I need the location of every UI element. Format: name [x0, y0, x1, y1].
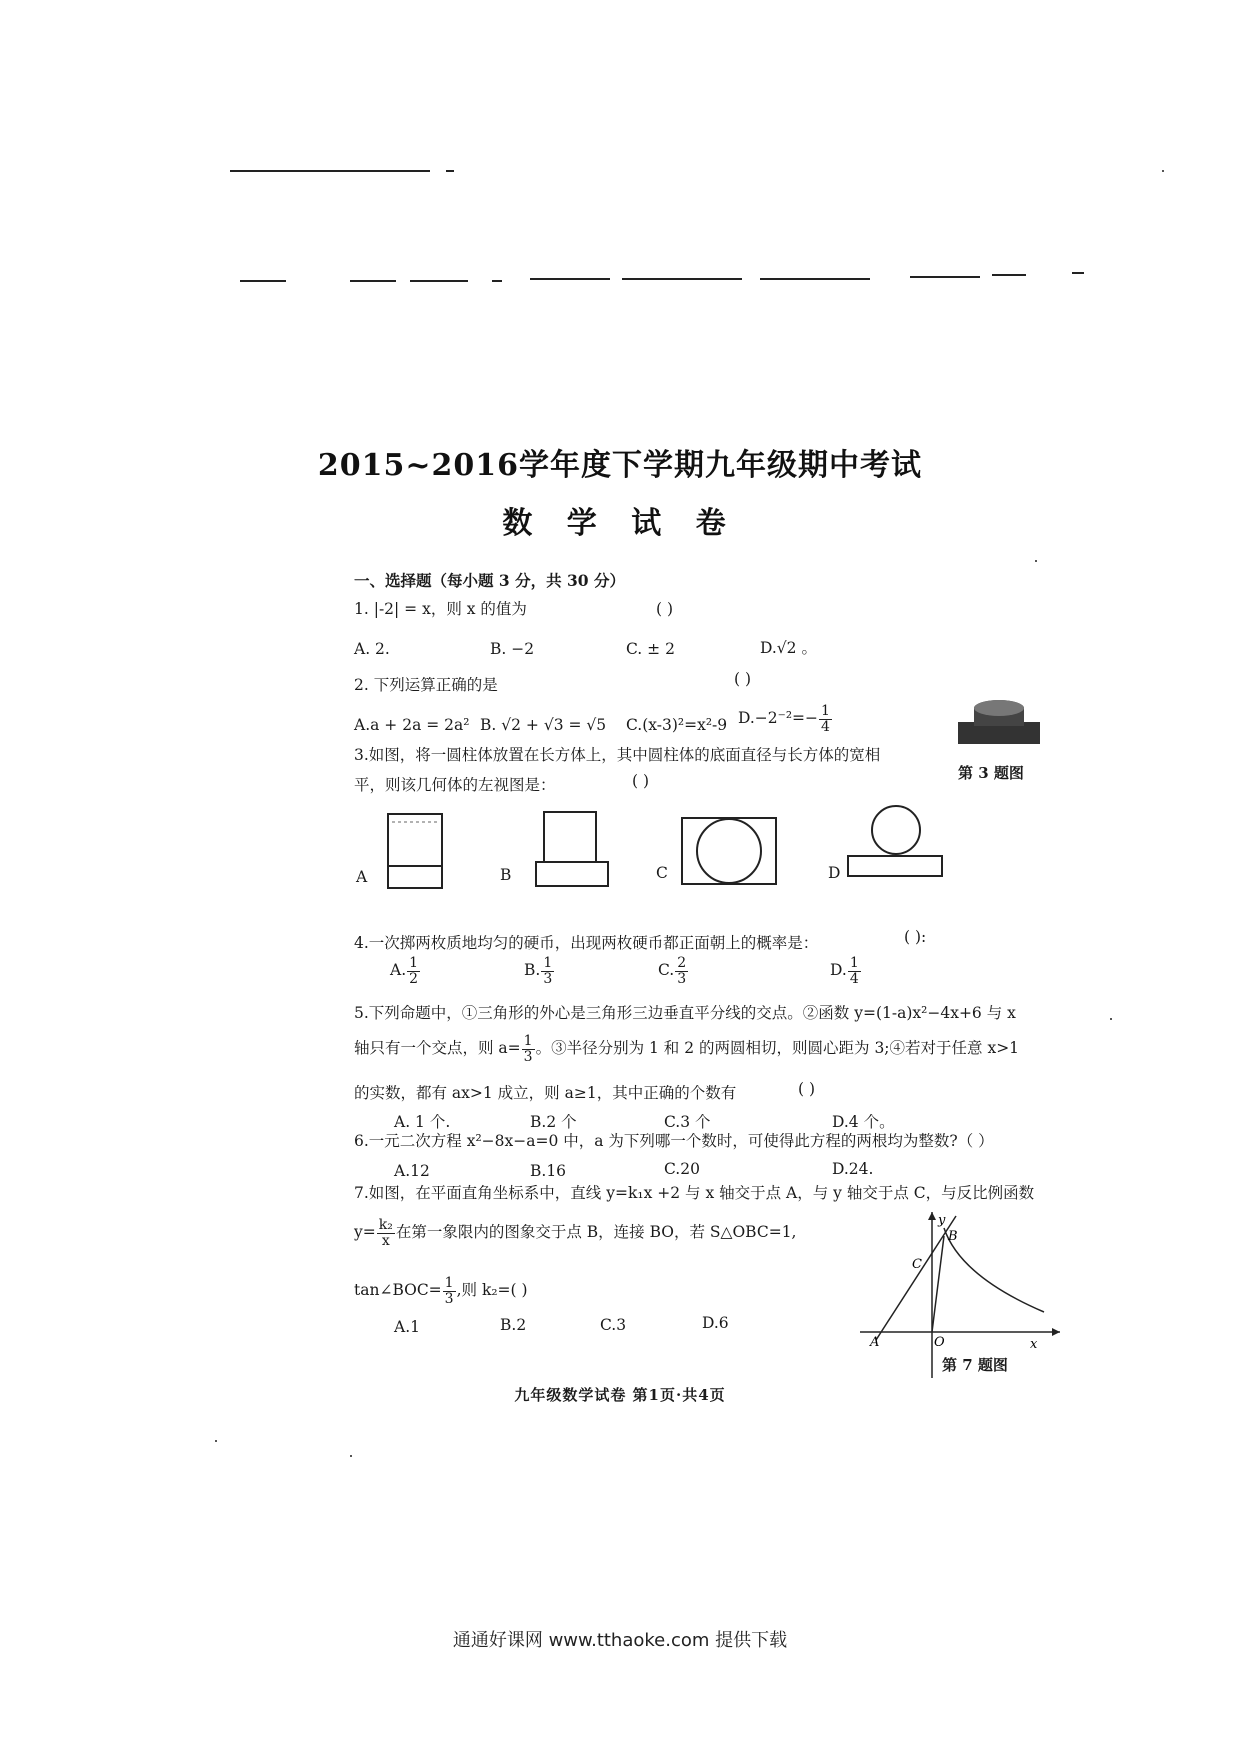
q1-option-d: D.√2 。	[760, 639, 817, 657]
q7-line3: tan∠BOC= $\frac{1}{3}$ ,则 k₂=( )	[354, 1275, 528, 1307]
q3-answer-paren: ( )	[632, 772, 650, 790]
q3-option-b-drawing	[532, 810, 612, 890]
q4-option-c: C. $\frac{2}{3}$	[658, 955, 687, 987]
q7-fig-label-b: B	[948, 1229, 958, 1244]
top-rule-4	[410, 280, 468, 282]
q5-line3: 的实数，都有 ax>1 成立，则 a≥1，其中正确的个数有	[354, 1084, 737, 1102]
download-watermark: 通通好课网 www.tthaoke.com 提供下载	[452, 1630, 788, 1651]
q7-option-c: C.3	[600, 1316, 627, 1334]
q4-option-b: B. $\frac{1}{3}$	[524, 955, 553, 987]
q7-option-b: B.2	[500, 1316, 527, 1334]
q5-option-c: C.3 个	[664, 1113, 711, 1131]
q3-figure-caption: 第 3 题图	[958, 764, 1024, 782]
q7-fig-label-c: C	[912, 1257, 922, 1272]
q2-option-b: B. √2 + √3 = √5	[480, 716, 607, 734]
q2-option-c: C.(x-3)²=x²-9	[626, 716, 728, 734]
q4-option-d: D. $\frac{1}{4}$	[830, 955, 859, 987]
q5-option-b: B.2 个	[530, 1113, 577, 1131]
scan-speck	[350, 1455, 352, 1457]
q1-option-a: A. 2.	[354, 640, 390, 658]
q5-option-a: A. 1 个.	[394, 1113, 451, 1131]
q6-option-c: C.20	[664, 1160, 700, 1178]
q1-option-b: B. −2	[490, 640, 535, 658]
q2-option-a: A.a + 2a = 2a²	[354, 716, 470, 734]
q3-option-d-drawing	[846, 804, 946, 882]
top-rule-7	[622, 278, 742, 280]
q5-option-d: D.4 个。	[832, 1113, 895, 1131]
page-footer: 九年级数学试卷 第1页·共4页	[514, 1386, 726, 1404]
q1-stem: 1. |-2| = x，则 x 的值为	[354, 600, 527, 618]
top-rule-1	[230, 170, 430, 172]
q2-option-d-fraction: $\frac{1}{4}$	[821, 703, 830, 735]
top-rule-6	[530, 278, 610, 280]
q7-fig-label-o: O	[934, 1335, 945, 1350]
q7-fig-label-a: A	[870, 1335, 880, 1350]
q7-fig-label-y: y	[938, 1213, 946, 1228]
q7-figure-caption: 第 7 题图	[942, 1356, 1008, 1374]
q1-answer-paren: ( )	[656, 600, 674, 618]
scan-speck	[1162, 170, 1164, 172]
q6-option-d: D.24.	[832, 1160, 874, 1178]
q2-stem: 2. 下列运算正确的是	[354, 676, 498, 694]
q3-label-d: D	[828, 864, 841, 882]
q7-option-d: D.6	[702, 1314, 729, 1332]
q1-option-c: C. ± 2	[626, 640, 675, 658]
q6-option-a: A.12	[394, 1162, 430, 1180]
q5-answer-paren: ( )	[798, 1080, 816, 1098]
scan-speck	[1035, 560, 1037, 562]
q6-stem: 6.一元二次方程 x²−8x−a=0 中，a 为下列哪一个数时，可使得此方程的两根均为整数?（ ）	[354, 1132, 994, 1150]
exam-title: 2015~2016学年度下学期九年级期中考试	[317, 448, 923, 483]
q6-option-b: B.16	[530, 1162, 567, 1180]
q7-line1: 7.如图，在平面直角坐标系中，直线 y=k₁x +2 与 x 轴交于点 A，与 y 轴交于点 C，与反比例函数	[354, 1184, 1035, 1202]
q3-line2: 平，则该几何体的左视图是：	[354, 776, 556, 794]
q5-line1: 5.下列命题中，①三角形的外心是三角形三边垂直平分线的交点。②函数 y=(1-a)x²−4x+6 与 x	[354, 1004, 1016, 1022]
q4-stem: 4.一次掷两枚质地均匀的硬币，出现两枚硬币都正面朝上的概率是：	[354, 934, 819, 952]
top-rule-2	[240, 280, 286, 282]
top-rule-11	[1072, 272, 1084, 274]
q7-k2-fraction: $\frac{\text{k₂}}{x}$	[378, 1217, 393, 1249]
q4-option-a: A. $\frac{1}{2}$	[390, 955, 419, 987]
q3-solid-figure	[954, 696, 1044, 750]
section-heading: 一、选择题（每小题 3 分，共 30 分）	[354, 571, 625, 590]
q3-label-a: A	[356, 868, 368, 886]
q3-line1: 3.如图，将一圆柱体放置在长方体上，其中圆柱体的底面直径与长方体的宽相	[354, 746, 881, 764]
top-rule-8	[760, 278, 870, 280]
q7-fig-label-x: x	[1030, 1337, 1038, 1352]
top-rule-9	[910, 276, 980, 278]
q7-line2: y= $\frac{\text{k₂}}{x}$ 在第一象限内的图象交于点 B，连接 BO，若 S△OBC=1,	[354, 1217, 797, 1249]
q3-option-a-drawing	[386, 812, 446, 892]
top-rule-3	[350, 280, 396, 282]
q5-line2: 轴只有一个交点，则 a= $\frac{1}{3}$ 。③半径分别为 1 和 2 的两圆相切，则圆心距为 3;④若对于任意 x>1	[354, 1033, 1020, 1065]
scan-speck	[215, 1440, 217, 1442]
q2-option-d-text: D.−2⁻²=−	[738, 709, 819, 728]
q7-tan-fraction: $\frac{1}{3}$	[444, 1275, 454, 1307]
top-rule-5	[492, 280, 502, 282]
q5-a-fraction: $\frac{1}{3}$	[523, 1033, 533, 1065]
q3-option-c-drawing	[680, 816, 780, 888]
q7-option-a: A.1	[394, 1318, 420, 1336]
scan-speck	[1110, 1018, 1112, 1020]
q3-label-b: B	[500, 866, 512, 884]
q4-answer-paren: ( ):	[904, 928, 927, 946]
q2-answer-paren: ( )	[734, 670, 752, 688]
top-rule-10	[992, 274, 1026, 276]
q3-label-c: C	[656, 864, 668, 882]
q2-option-d	[738, 704, 833, 734]
top-rule-dash	[446, 170, 454, 172]
exam-subtitle: 数 学 试 卷	[502, 506, 738, 541]
